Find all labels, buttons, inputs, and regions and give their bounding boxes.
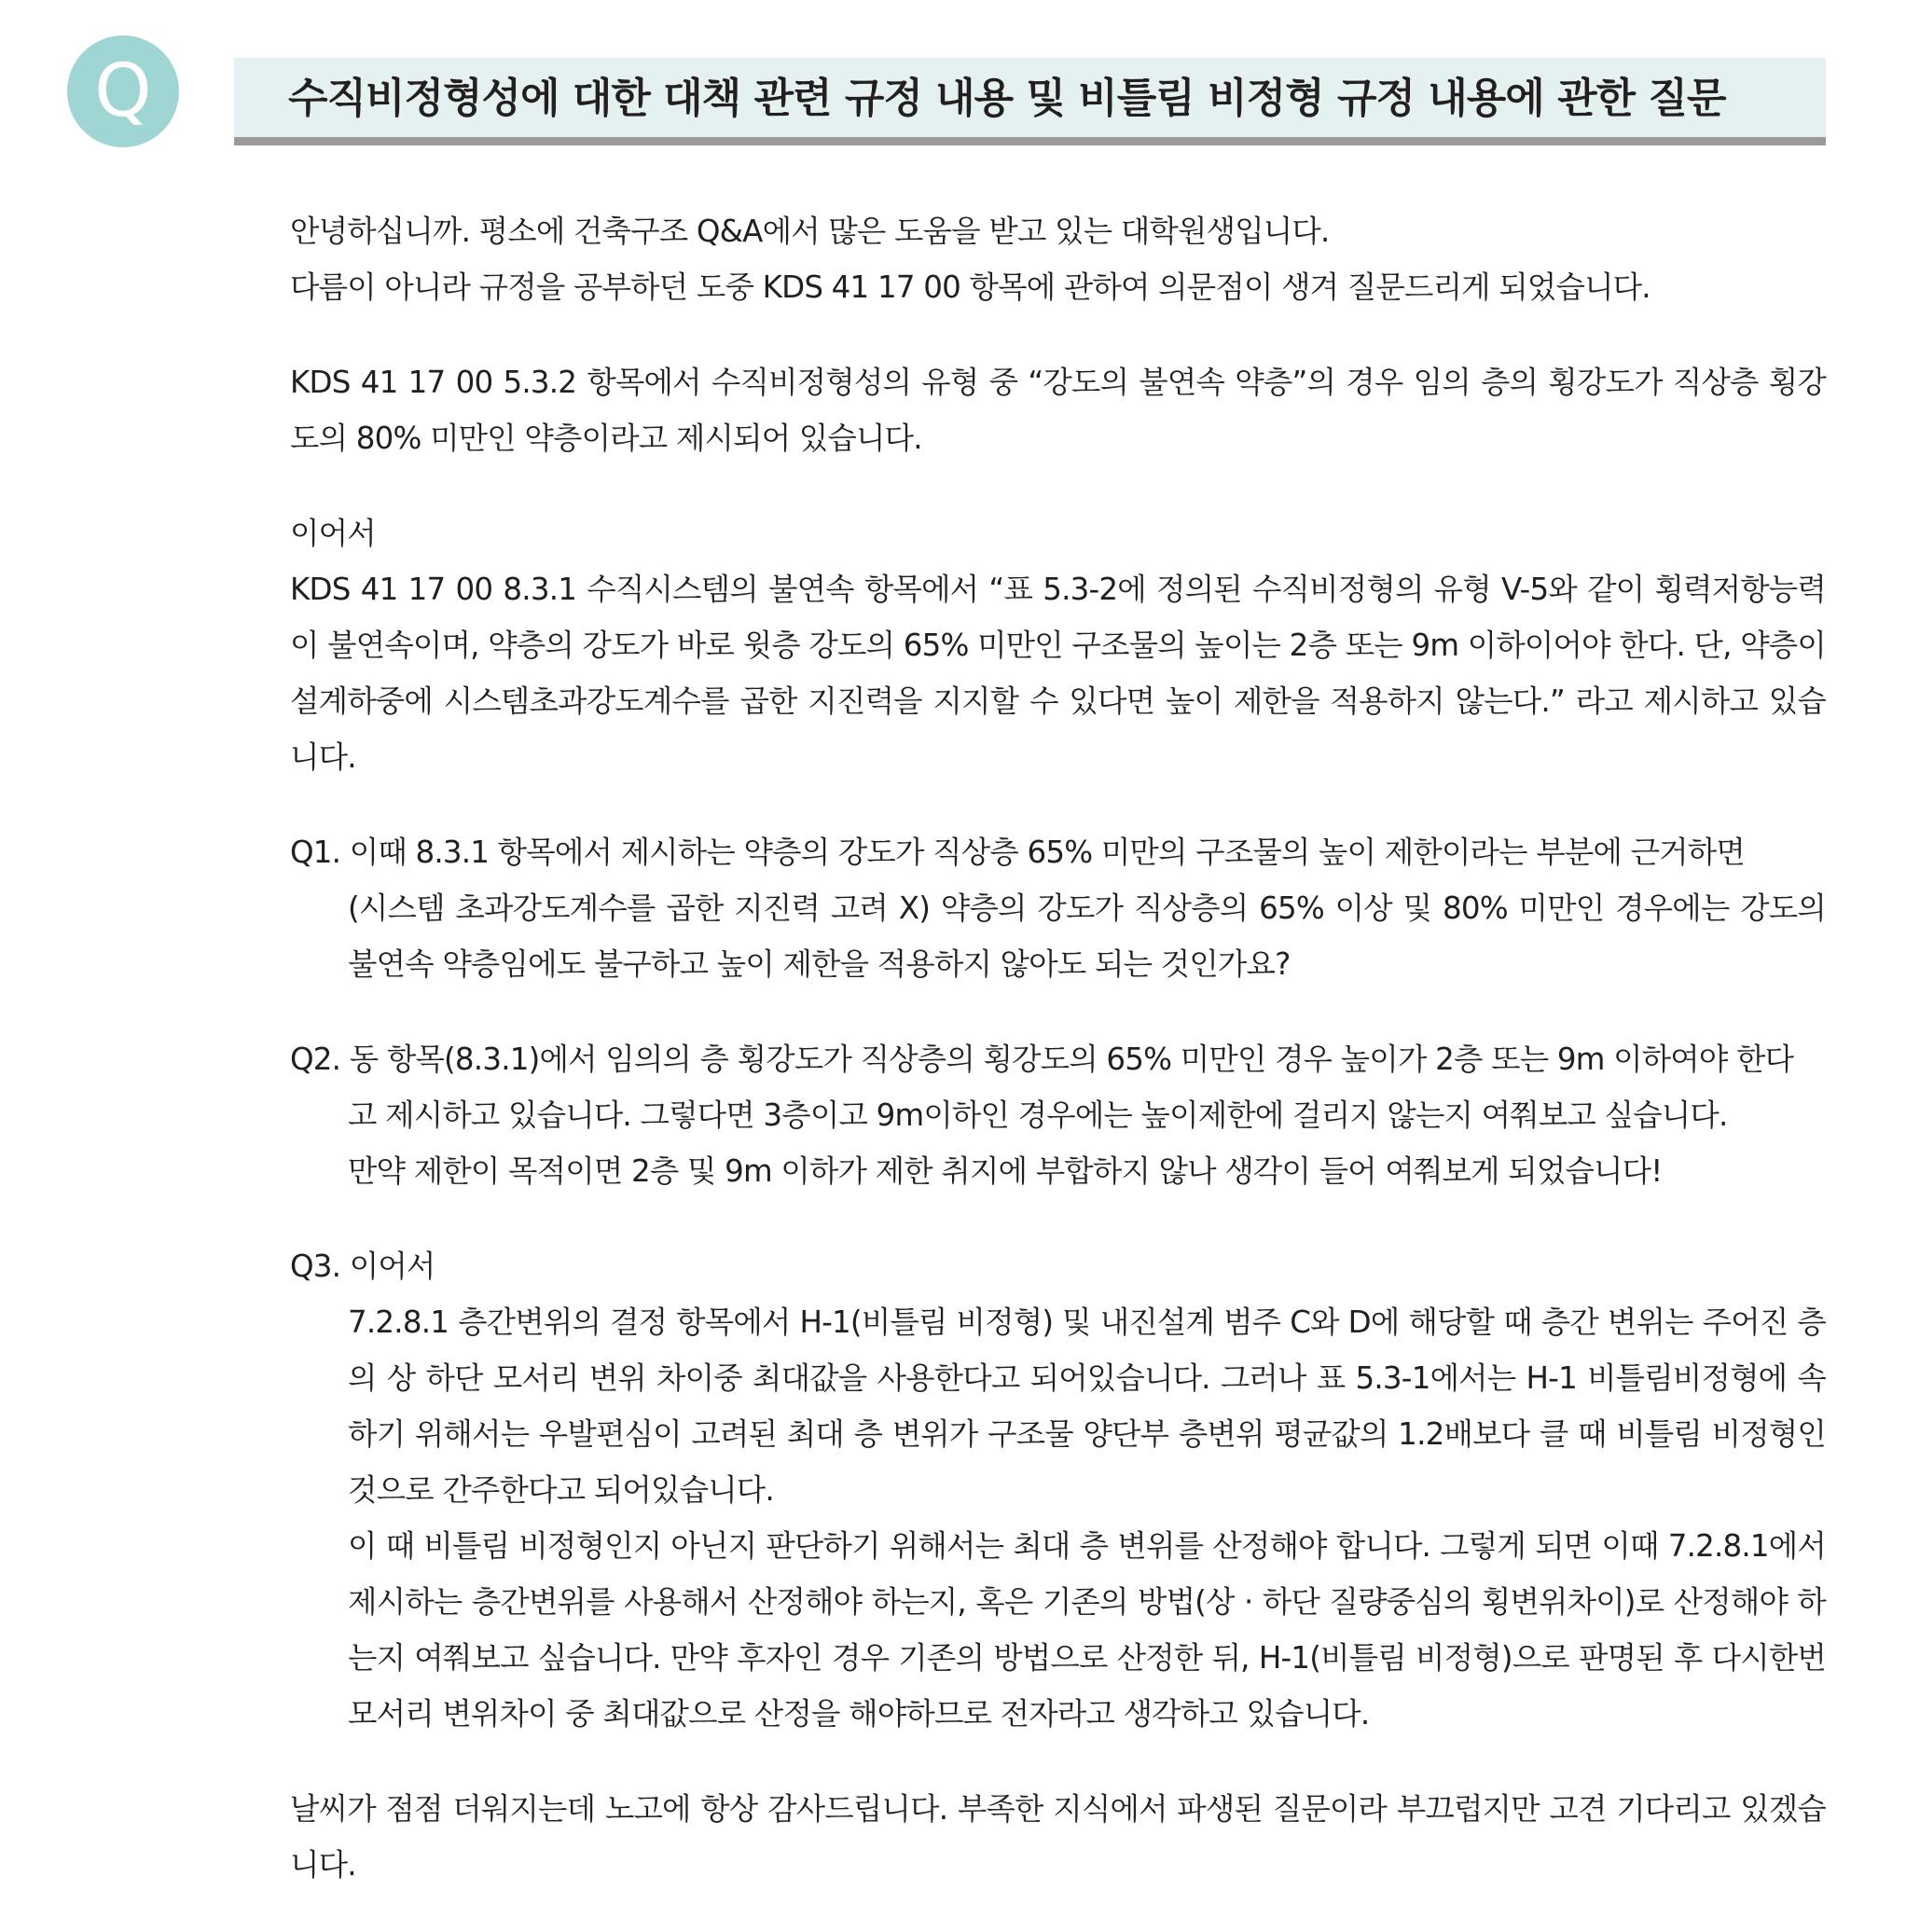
question-2-label: Q2. <box>290 1042 341 1077</box>
question-3-label: Q3. <box>290 1249 341 1284</box>
title-bar <box>234 58 1826 145</box>
page-title: 수직비정형성에 대한 대책 관련 규정 내용 및 비틀림 비정형 규정 내용에 관한 질문 <box>288 75 1726 122</box>
question-3-text-1: 7.2.8.1 층간변위의 결정 항목에서 H-1(비틀림 비정형) 및 내진설계 범주 C와 D에 해당할 때 층간 변위는 주어진 층의 상 하단 모서리 변위 차이중 최대값을 사용한다고 되어있습니다. 그러나 표 5.3-1에서는 H-1 비틀림비정형에 속하기 위해서는 우발편심이 고려된 최대 층 변위가 구조물 양단부 층변위 평균값의 1.2배보다 클 때 비틀림 비정형인 것으로 간주한다고 되어있습니다. <box>348 1304 1826 1508</box>
q-badge-icon: Q <box>67 35 179 147</box>
question-1 <box>290 824 1826 992</box>
intro-paragraph <box>290 203 1826 315</box>
question-2-first-line: 동 항목(8.3.1)에서 임의의 층 횡강도가 직상층의 횡강도의 65% 미만인 경우 높이가 2층 또는 9m 이하여야 한다 <box>349 1042 1794 1077</box>
question-2-text-2: 만약 제한이 목적이면 2층 및 9m 이하가 제한 취지에 부합하지 않나 생각이 들어 여쭤보게 되었습니다! <box>348 1153 1663 1189</box>
height-limit-text: KDS 41 17 00 8.3.1 수직시스템의 불연속 항목에서 “표 5.3-2에 정의된 수직비정형의 유형 V-5와 같이 횡력저항능력이 불연속이며, 약층의 강도가 바로 윗층 강도의 65% 미만인 구조물의 높이는 2층 또는 9m 이하이어야 한다. 단, 약층이 설계하중에 시스템초과강도계수를 곱한 지진력을 지지할 수 있다면 높이 제한을 적용하지 않는다.” 라고 제시하고 있습니다. <box>290 572 1826 775</box>
question-2 <box>290 1031 1826 1199</box>
question-3-text-2: 이 때 비틀림 비정형인지 아닌지 판단하기 위해서는 최대 층 변위를 산정해야 합니다. 그렇게 되면 이때 7.2.8.1에서 제시하는 층간변위를 사용해서 산정해야 하는지, 혹은 기존의 방법(상 · 하단 질량중심의 횡변위차이)로 산정해야 하는지 여쭤보고 싶습니다. 만약 후자인 경우 기존의 방법으로 산정한 뒤, H-1(비틀림 비정형)으로 판명된 후 다시한번 모서리 변위차이 중 최대값으로 산정을 해야하므로 전자라고 생각하고 있습니다. <box>348 1528 1826 1732</box>
intro-line-2: 다름이 아니라 규정을 공부하던 도중 KDS 41 17 00 항목에 관하여 의문점이 생겨 질문드리게 되었습니다. <box>290 269 1650 305</box>
question-3 <box>290 1238 1826 1742</box>
strength-discontinuity-paragraph: KDS 41 17 00 5.3.2 항목에서 수직비정형성의 유형 중 “강도의 불연속 약층”의 경우 임의 층의 횡강도가 직상층 횡강도의 80% 미만인 약층이라고 제시되어 있습니다. <box>290 365 1826 456</box>
question-1-text: (시스템 초과강도계수를 곱한 지진력 고려 X) 약층의 강도가 직상층의 65% 이상 및 80% 미만인 경우에는 강도의 불연속 약층임에도 불구하고 높이 제한을 적용하지 않아도 되는 것인가요? <box>348 890 1826 982</box>
closing-paragraph: 날씨가 점점 더워지는데 노고에 항상 감사드립니다. 부족한 지식에서 파생된 질문이라 부끄럽지만 고견 기다리고 있겠습니다. <box>290 1791 1826 1883</box>
question-3-first-line: 이어서 <box>349 1249 435 1284</box>
question-2-text: 고 제시하고 있습니다. 그렇다면 3층이고 9m이하인 경우에는 높이제한에 걸리지 않는지 여쭤보고 싶습니다. <box>348 1097 1728 1133</box>
height-limit-paragraph <box>290 505 1826 785</box>
intro-line-1: 안녕하십니까. 평소에 건축구조 Q&A에서 많은 도움을 받고 있는 대학원생입니다. <box>290 214 1330 249</box>
height-limit-lead: 이어서 <box>290 516 376 551</box>
question-body <box>290 203 1826 1932</box>
question-1-first-line: 이때 8.3.1 항목에서 제시하는 약층의 강도가 직상층 65% 미만의 구조물의 높이 제한이라는 부분에 근거하면 <box>349 835 1745 870</box>
question-1-label: Q1. <box>290 835 341 870</box>
